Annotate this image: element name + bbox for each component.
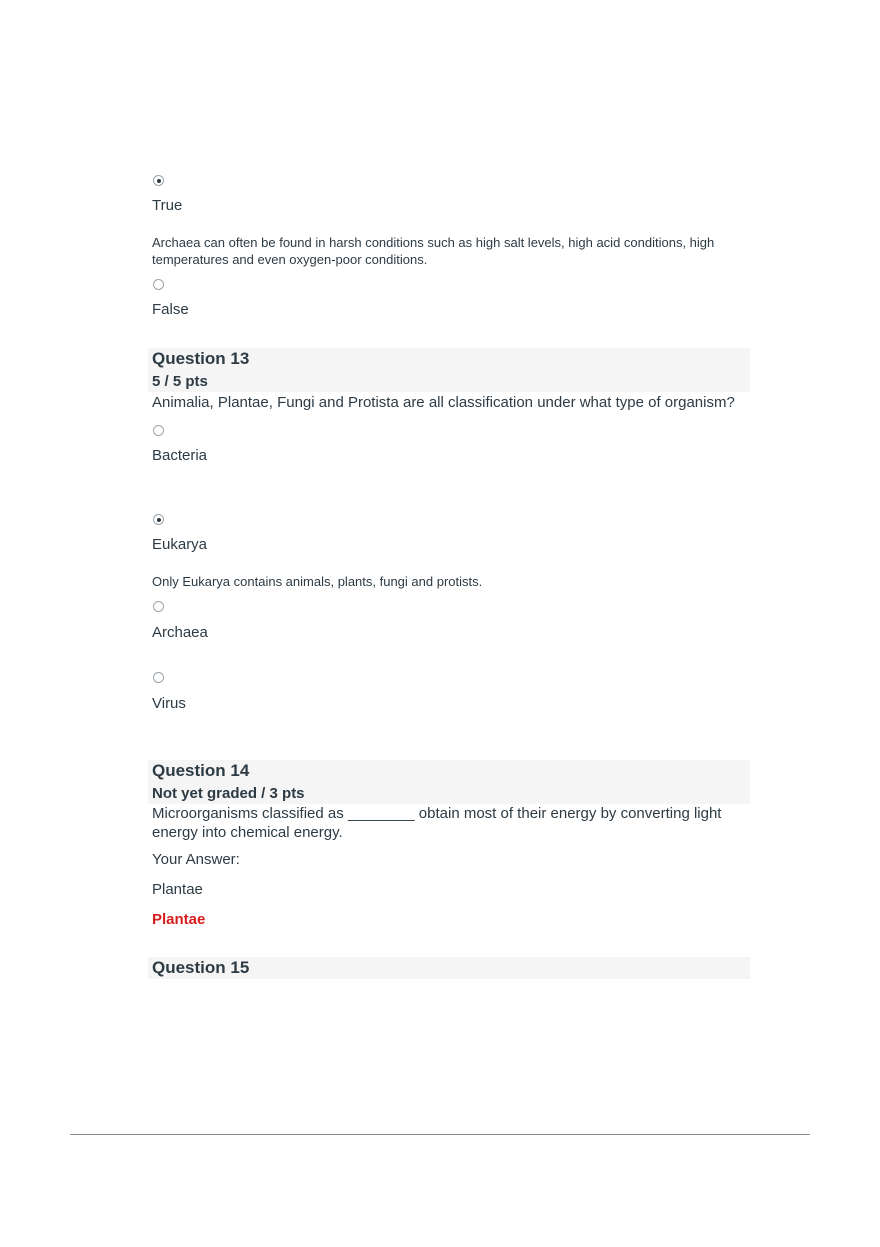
q13-option-bacteria-radio[interactable] bbox=[153, 425, 164, 436]
page-footer-rule bbox=[70, 1134, 810, 1135]
q13-option-eukarya-comment: Only Eukarya contains animals, plants, fungi and protists. bbox=[152, 574, 483, 589]
q13-question-text: Animalia, Plantae, Fungi and Protista are all classification under what type of organism? bbox=[152, 394, 735, 411]
q15-title: Question 15 bbox=[152, 958, 250, 977]
q13-option-eukarya-radio[interactable] bbox=[153, 514, 164, 525]
q12-option-false-label: False bbox=[152, 301, 189, 318]
q14-points: Not yet graded / 3 pts bbox=[152, 785, 305, 802]
q13-option-virus-radio[interactable] bbox=[153, 672, 164, 683]
q14-your-answer-label: Your Answer: bbox=[152, 851, 240, 868]
q14-answer-highlight: Plantae bbox=[152, 911, 206, 928]
q12-option-true-comment: Archaea can often be found in harsh conditions such as high salt levels, high acid conditions, high temperatures and even oxygen-poor conditions. bbox=[152, 235, 715, 267]
q12-option-false-radio[interactable] bbox=[153, 279, 164, 290]
q14-answer-text: Plantae bbox=[152, 881, 203, 898]
q13-option-eukarya-label: Eukarya bbox=[152, 536, 208, 553]
q12-option-true-radio[interactable] bbox=[153, 175, 164, 186]
q13-points: 5 / 5 pts bbox=[152, 373, 208, 390]
q13-option-archaea-label: Archaea bbox=[152, 624, 208, 641]
q13-option-bacteria-label: Bacteria bbox=[152, 447, 208, 464]
q13-option-virus-label: Virus bbox=[152, 695, 186, 712]
q13-title: Question 13 bbox=[152, 349, 250, 368]
q14-title: Question 14 bbox=[152, 761, 250, 780]
q13-option-archaea-radio[interactable] bbox=[153, 601, 164, 612]
q12-option-true-label: True bbox=[152, 197, 183, 214]
q14-question-text: Microorganisms classified as ________ obtain most of their energy by converting light energy into chemical energy. bbox=[152, 805, 722, 841]
